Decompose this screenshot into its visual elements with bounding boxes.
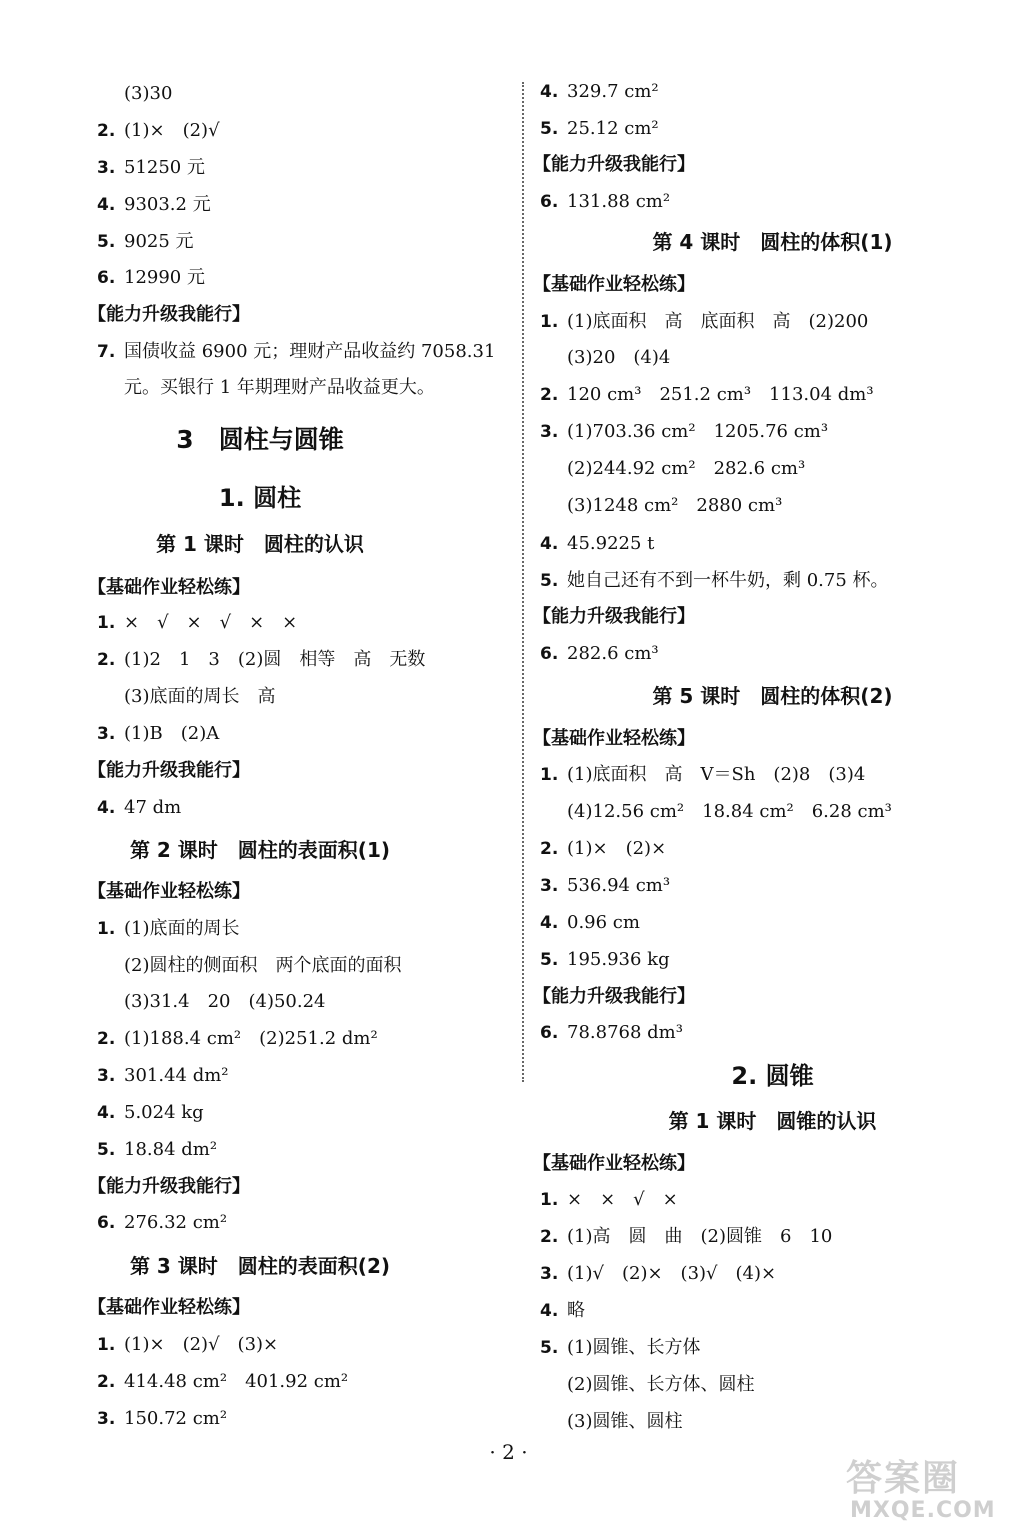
item-number: 3. xyxy=(540,876,559,896)
answer-line: (1)× (2)× xyxy=(567,838,667,859)
answer-line: (1)底面的周长 xyxy=(124,918,240,939)
answer-line: 18.84 dm² xyxy=(124,1139,218,1160)
item-number: 3. xyxy=(97,724,116,744)
item-number: 4. xyxy=(540,913,559,933)
page-number: · 2 · xyxy=(489,1440,528,1464)
item-number: 4. xyxy=(540,82,559,102)
item-number: 6. xyxy=(540,644,559,664)
unit-title: 1. 圆柱 xyxy=(218,484,302,512)
item-number: 5. xyxy=(540,950,559,970)
answer-line: 元。买银行 1 年期理财产品收益更大。 xyxy=(124,377,435,398)
answer-line: 9303.2 元 xyxy=(124,194,211,215)
answer-line: 78.8768 dm³ xyxy=(567,1022,683,1043)
answer-line: (1)√ (2)× (3)√ (4)× xyxy=(567,1263,777,1284)
answer-line: 51250 元 xyxy=(124,157,205,178)
item-number: 2. xyxy=(540,1227,559,1247)
item-number: 3. xyxy=(540,422,559,442)
answer-line: (1)703.36 cm² 1205.76 cm³ xyxy=(567,421,829,442)
item-number: 5. xyxy=(540,571,559,591)
lesson-title: 第 5 课时 圆柱的体积(2) xyxy=(652,684,893,708)
answer-line: (3)20 (4)4 xyxy=(567,347,671,368)
item-number: 2. xyxy=(540,385,559,405)
answer-line: (1)188.4 cm² (2)251.2 dm² xyxy=(124,1028,378,1049)
chapter-title: 3 圆柱与圆锥 xyxy=(176,425,344,454)
answer-line: 276.32 cm² xyxy=(124,1212,228,1233)
answer-line: 略 xyxy=(567,1300,585,1321)
answer-line: 5.024 kg xyxy=(124,1102,204,1123)
item-number: 1. xyxy=(97,919,116,939)
answer-line: (2)圆锥、长方体、圆柱 xyxy=(567,1374,755,1395)
answer-line: (2)244.92 cm² 282.6 cm³ xyxy=(567,458,806,479)
answer-line: (3)30 xyxy=(124,83,173,104)
answer-line: 12990 元 xyxy=(124,267,205,288)
item-number: 1. xyxy=(540,765,559,785)
section-heading: 【能力升级我能行】 xyxy=(88,760,250,781)
section-heading: 【能力升级我能行】 xyxy=(88,304,250,325)
answer-line: (1)× (2)√ (3)× xyxy=(124,1334,279,1355)
item-number: 6. xyxy=(97,1213,116,1233)
section-heading: 【能力升级我能行】 xyxy=(533,606,695,627)
answer-line: 195.936 kg xyxy=(567,949,670,970)
answer-line: (1)高 圆 曲 (2)圆锥 6 10 xyxy=(567,1226,833,1247)
answer-line: 她自己还有不到一杯牛奶，剩 0.75 杯。 xyxy=(567,570,889,591)
section-heading: 【能力升级我能行】 xyxy=(533,986,695,1007)
answer-line: 131.88 cm² xyxy=(567,191,671,212)
item-number: 4. xyxy=(97,195,116,215)
answer-line: (1)圆锥、长方体 xyxy=(567,1337,701,1358)
lesson-title: 第 4 课时 圆柱的体积(1) xyxy=(652,230,893,254)
item-number: 5. xyxy=(97,232,116,252)
section-heading: 【基础作业轻松练】 xyxy=(88,1297,250,1318)
answer-line: (1)底面积 高 V＝Sh (2)8 (3)4 xyxy=(567,764,866,785)
section-heading: 【基础作业轻松练】 xyxy=(533,728,695,749)
item-number: 1. xyxy=(97,1335,116,1355)
answer-line: 9025 元 xyxy=(124,231,194,252)
item-number: 1. xyxy=(540,1190,559,1210)
answer-line: (3)圆锥、圆柱 xyxy=(567,1411,683,1432)
lesson-title: 第 1 课时 圆柱的认识 xyxy=(156,532,364,556)
item-number: 6. xyxy=(97,268,116,288)
answer-line: (1)2 1 3 (2)圆 相等 高 无数 xyxy=(124,649,426,670)
answer-line: 0.96 cm xyxy=(567,912,640,933)
answer-line: 120 cm³ 251.2 cm³ 113.04 dm³ xyxy=(567,384,874,405)
answer-line: (3)31.4 20 (4)50.24 xyxy=(124,991,326,1012)
answer-line: 329.7 cm² xyxy=(567,81,659,102)
item-number: 2. xyxy=(97,121,116,141)
item-number: 3. xyxy=(540,1264,559,1284)
item-number: 4. xyxy=(540,1301,559,1321)
answer-line: (1)× (2)√ xyxy=(124,120,220,141)
item-number: 6. xyxy=(540,192,559,212)
item-number: 5. xyxy=(540,119,559,139)
answer-line: 47 dm xyxy=(124,797,182,818)
answer-line: (3)1248 cm² 2880 cm³ xyxy=(567,495,783,516)
answer-line: 150.72 cm² xyxy=(124,1408,228,1429)
section-heading: 【基础作业轻松练】 xyxy=(88,577,250,598)
section-heading: 【基础作业轻松练】 xyxy=(533,274,695,295)
answer-line: (1)B (2)A xyxy=(124,723,220,744)
item-number: 3. xyxy=(97,158,116,178)
item-number: 1. xyxy=(97,613,116,633)
lesson-title: 第 1 课时 圆锥的认识 xyxy=(668,1109,877,1133)
item-number: 4. xyxy=(540,534,559,554)
item-number: 3. xyxy=(97,1066,116,1086)
section-heading: 【能力升级我能行】 xyxy=(88,1176,250,1197)
answer-line: × × √ × xyxy=(567,1189,678,1210)
section-heading: 【能力升级我能行】 xyxy=(533,154,695,175)
column-divider xyxy=(522,82,524,1082)
answer-line: 25.12 cm² xyxy=(567,118,659,139)
answer-line: × √ × √ × × xyxy=(124,612,298,633)
item-number: 2. xyxy=(97,650,116,670)
answer-line: (4)12.56 cm² 18.84 cm² 6.28 cm³ xyxy=(567,801,892,822)
lesson-title: 第 2 课时 圆柱的表面积(1) xyxy=(129,838,391,862)
answer-line: 国债收益 6900 元；理财产品收益约 7058.31 xyxy=(124,341,496,362)
item-number: 5. xyxy=(540,1338,559,1358)
answer-line: 282.6 cm³ xyxy=(567,643,659,664)
lesson-title: 第 3 课时 圆柱的表面积(2) xyxy=(129,1254,391,1278)
watermark-bottom-text: MXQE.COM xyxy=(850,1498,996,1523)
answer-line: (2)圆柱的侧面积 两个底面的面积 xyxy=(124,955,402,976)
watermark-top-text: 答案圈 xyxy=(846,1458,961,1499)
item-number: 2. xyxy=(97,1372,116,1392)
item-number: 6. xyxy=(540,1023,559,1043)
answer-line: 301.44 dm² xyxy=(124,1065,229,1086)
item-number: 2. xyxy=(97,1029,116,1049)
answer-line: 45.9225 t xyxy=(567,533,655,554)
unit-title: 2. 圆锥 xyxy=(731,1062,814,1090)
item-number: 7. xyxy=(97,342,116,362)
item-number: 4. xyxy=(97,1103,116,1123)
answer-line: 536.94 cm³ xyxy=(567,875,671,896)
watermark-logo xyxy=(840,1450,1000,1530)
section-heading: 【基础作业轻松练】 xyxy=(533,1153,695,1174)
item-number: 3. xyxy=(97,1409,116,1429)
item-number: 5. xyxy=(97,1140,116,1160)
section-heading: 【基础作业轻松练】 xyxy=(88,881,250,902)
item-number: 4. xyxy=(97,798,116,818)
answer-line: 414.48 cm² 401.92 cm² xyxy=(124,1371,349,1392)
item-number: 1. xyxy=(540,312,559,332)
answer-line: (1)底面积 高 底面积 高 (2)200 xyxy=(567,311,869,332)
answer-line: (3)底面的周长 高 xyxy=(124,686,276,707)
item-number: 2. xyxy=(540,839,559,859)
